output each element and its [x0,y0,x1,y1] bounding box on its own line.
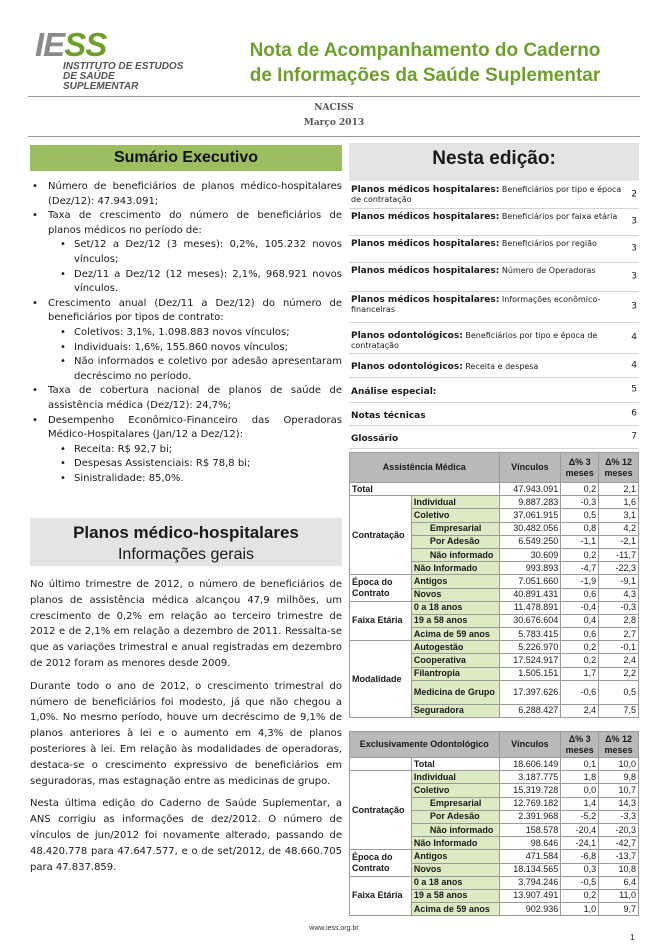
table-row: Não informado 158.578 -20,4 -20,3 [350,823,639,836]
list-item: • Set/12 a Dez/12 (3 meses): 0,2%, 105.232 novos vínculos; [48,238,342,267]
paragraph: Nesta última edição do Caderno de Saúde Suplementar, a ANS corrigiu as informações de dez/2012. O número de vínculos de jun/2012 foi novamente alterado, passando de 48.420.778 para 47.647.577, e o de set/2012, de 48.660.705 para 47.837.859. [30,798,342,873]
col-header-label: Assistência Médica [350,453,500,483]
toc-page-number: 4 [631,332,637,343]
col-header-3m: Δ% 3 meses [561,453,599,483]
table-row: Não informado 30.609 0,2 -11,7 [350,548,639,561]
table-row: Total 47.943.091 0,2 2,1 [350,483,639,496]
table-header-row [350,453,639,483]
toc-page-number: 2 [631,189,637,200]
col-header-3m: Δ% 3 meses [561,732,599,758]
list-item: • Despesas Assistenciais: R$ 78,8 bi; [48,457,342,472]
list-item: • Taxa de crescimento do número de beneficiários de planos médicos no período de: • Set/12 a Dez/12 (3 meses): 0,2%, 105.232 novos vínculos; • Dez/11 a Dez/12 (12 meses): 2,1%, 968.921 novos vínculos. [30,209,342,297]
list-item: • Sinistralidade: 85,0%. [48,472,342,487]
group-label: Época do Contrato [350,575,412,601]
group-label: Faixa Etária [350,601,412,641]
table-row: Não Informado 993.893 -4,7 -22,3 [350,562,639,575]
publication-org: NACISS [314,103,354,113]
table-row: Época do Contrato Antigos 7.051.660 -1,9 -9,1 [350,575,639,588]
table-row: Acima de 59 anos 5.783.415 0,6 2,7 [350,628,639,641]
group-label: Época do Contrato [350,850,412,876]
col-header-vinculos: Vínculos [499,732,561,758]
group-label: Faixa Etária [350,876,412,916]
toc-item[interactable]: Glossário 7 [349,426,639,449]
section-subtitle: Informações gerais [117,546,255,563]
publication-date: Março 2013 [303,118,365,128]
toc-page-number: 3 [631,243,637,254]
list-item: • Não informados e coletivo por adesão apresentaram decréscimo no período. [48,355,342,384]
footer-url[interactable]: www.iess.org.br [309,925,359,932]
list-item: • Número de beneficiários de planos médico-hospitalares (Dez/12): 47.943.091; [30,180,342,209]
section-title: Planos médico-hospitalares [73,523,299,542]
toc-page-number: 6 [631,408,637,419]
toc-page-number: 3 [631,271,637,282]
table-row: Contratação Individual 3.187.775 1,8 9,8 [350,771,639,784]
toc-item[interactable]: Planos médicos hospitalares: Beneficiários por tipo e época de contratação 2 [349,182,639,209]
toc-item[interactable]: Planos odontológicos: Receita e despesa 4 [349,354,639,378]
list-item: • Coletivos: 3,1%, 1.098.883 novos vínculos; [48,326,342,341]
dental-table [349,731,639,916]
toc-page-number: 4 [631,360,637,370]
table-row: Empresarial 30.482.056 0,8 4,2 [350,522,639,535]
table-of-contents [349,182,639,449]
table-row: Contratação Individual 9.887.283 -0,3 1,6 [350,496,639,509]
group-label: Contratação [350,771,412,850]
table-row: Seguradora 6.288.427 2,4 7,5 [350,704,639,717]
col-header-12m: Δ% 12 meses [599,732,639,758]
group-label: Modalidade [350,641,412,718]
table-row: Cooperativa 17.524.917 0,2 2,4 [350,654,639,667]
table-header-row [350,732,639,758]
section-heading [30,518,342,566]
title-line-2: de Informações da Saúde Suplementar [249,65,601,86]
toc-item[interactable]: Análise especial: 5 [349,378,639,403]
toc-page-number: 3 [631,301,637,312]
toc-item[interactable]: Planos médicos hospitalares: Beneficiários por faixa etária 3 [349,209,639,236]
header-divider [28,96,640,97]
table-row: Por Adesão 6.549.250 -1,1 -2,1 [350,535,639,548]
table-row: Medicina de Grupo 17.397.626 -0,6 0,5 [350,680,639,704]
toc-item[interactable]: Notas técnicas 6 [349,403,639,426]
toc-heading: Nesta edição: [349,143,639,181]
table-row: Novos 18.134.565 0,3 10,8 [350,863,639,876]
list-item: • Dez/11 a Dez/12 (12 meses): 2,1%, 968.921 novos vínculos. [48,268,342,297]
table-row: Novos 40.891.431 0,6 4,3 [350,588,639,601]
logo-line-2: DE SAÚDE SUPLEMENTAR [63,71,139,92]
medical-assistance-table [349,452,639,718]
summary-list [30,180,342,486]
toc-item[interactable]: Planos médicos hospitalares: Número de Operadoras 3 [349,263,639,292]
iess-logo [35,28,185,92]
list-item: • Taxa de cobertura nacional de planos de saúde de assistência médica (Dez/12): 24,7%; [30,384,342,413]
list-item: • Crescimento anual (Dez/11 a Dez/12) do número de beneficiários por tipos de contrato: • Coletivos: 3,1%, 1.098.883 novos vínculos; • Individuais: 1,6%, 155.860 novos vínculos; • Não informados e coletivo por adesão apresentaram decréscimo no período. [30,297,342,385]
table-row: Modalidade Autogestão 5.226.970 0,2 -0,1 [350,641,639,654]
subheader-divider [28,136,640,137]
paragraph: No último trimestre de 2012, o número de beneficiários de planos de assistência médica alcançou 47,9 milhões, um crescimento de 0,2% em relação ao terceiro trimestre de 2012 e de 2,1% em relação a dezembro de 2011. Ressalta-se que as variações trimestral e anual registradas em dezembro de 2012 foram as menores desde 2009. [30,579,342,669]
toc-item[interactable]: Planos odontológicos: Beneficiários por tipo e época de contratação 4 [349,323,639,354]
table-row: Coletivo 15.319.728 0,0 10,7 [350,784,639,797]
paragraph: Durante todo o ano de 2012, o crescimento trimestral do número de beneficiários foi modesto, já que não chegou a 1,0%. No mesmo período, houve um decréscimo de 9,1% de planos anteriores à lei e o aumento em 4,3% de planos posteriores à lei. Em relação às modalidades de operadoras, destaca-se o crescimento expressivo de beneficiários em seguradoras, mas estagnação entre as medicinas de grupo. [30,680,342,787]
title-line-1: Nota de Acompanhamento do Caderno [249,40,601,61]
toc-item[interactable]: Planos médicos hospitalares: Informações econômico-financeiras 3 [349,292,639,323]
table-row: 19 a 58 anos 30.676.604 0,4 2,8 [350,614,639,627]
table-row: Acima de 59 anos 902.936 1,0 9,7 [350,903,639,916]
list-item: • Desempenho Econômico-Financeiro das Operadoras Médico-Hospitalares (Jan/12 a Dez/12): • Receita: R$ 92,7 bi; • Despesas Assistenciais: R$ 78,8 bi; • Sinistralidade: 85,0%. [30,414,342,487]
col-header-vinculos: Vínculos [499,453,561,483]
table-row: Filantropia 1.505.151 1,7 2,2 [350,667,639,680]
table-row: Não Informado 98.646 -24,1 -42,7 [350,837,639,850]
document-title [205,38,645,88]
col-header-label: Exclusivamente Odontológico [350,732,500,758]
group-label: Contratação [350,496,412,575]
list-item: • Receita: R$ 92,7 bi; [48,443,342,458]
col-header-12m: Δ% 12 meses [599,453,639,483]
list-item: • Individuais: 1,6%, 155.860 novos vínculos; [48,341,342,356]
toc-page-number: 5 [631,384,637,395]
table-row: Por Adesão 2.391.968 -5,2 -3,3 [350,810,639,823]
section-body [30,577,342,882]
toc-page-number: 7 [631,431,637,442]
summary-heading: Sumário Executivo [30,145,342,171]
logo-wordmark: IESS [35,26,107,63]
toc-page-number: 3 [631,216,637,227]
page-number: 1 [630,933,635,942]
table-row: Faixa Etária 0 a 18 anos 11.478.891 -0,4 -0,3 [350,601,639,614]
logo-line-1: INSTITUTO DE ESTUDOS [63,61,184,72]
table-row: Época do Contrato Antigos 471.584 -6,8 -13,7 [350,850,639,863]
table-row: Total 18.606.149 0,1 10,0 [350,758,639,771]
table-row: Empresarial 12.769.182 1,4 14,3 [350,797,639,810]
toc-item[interactable]: Planos médicos hospitalares: Beneficiários por região 3 [349,236,639,263]
table-row: 19 a 58 anos 13.907.491 0,2 11,0 [350,889,639,902]
table-row: Faixa Etária 0 a 18 anos 3.794.246 -0,5 6,4 [350,876,639,889]
table-row: Coletivo 37.061.915 0,5 3,1 [350,509,639,522]
